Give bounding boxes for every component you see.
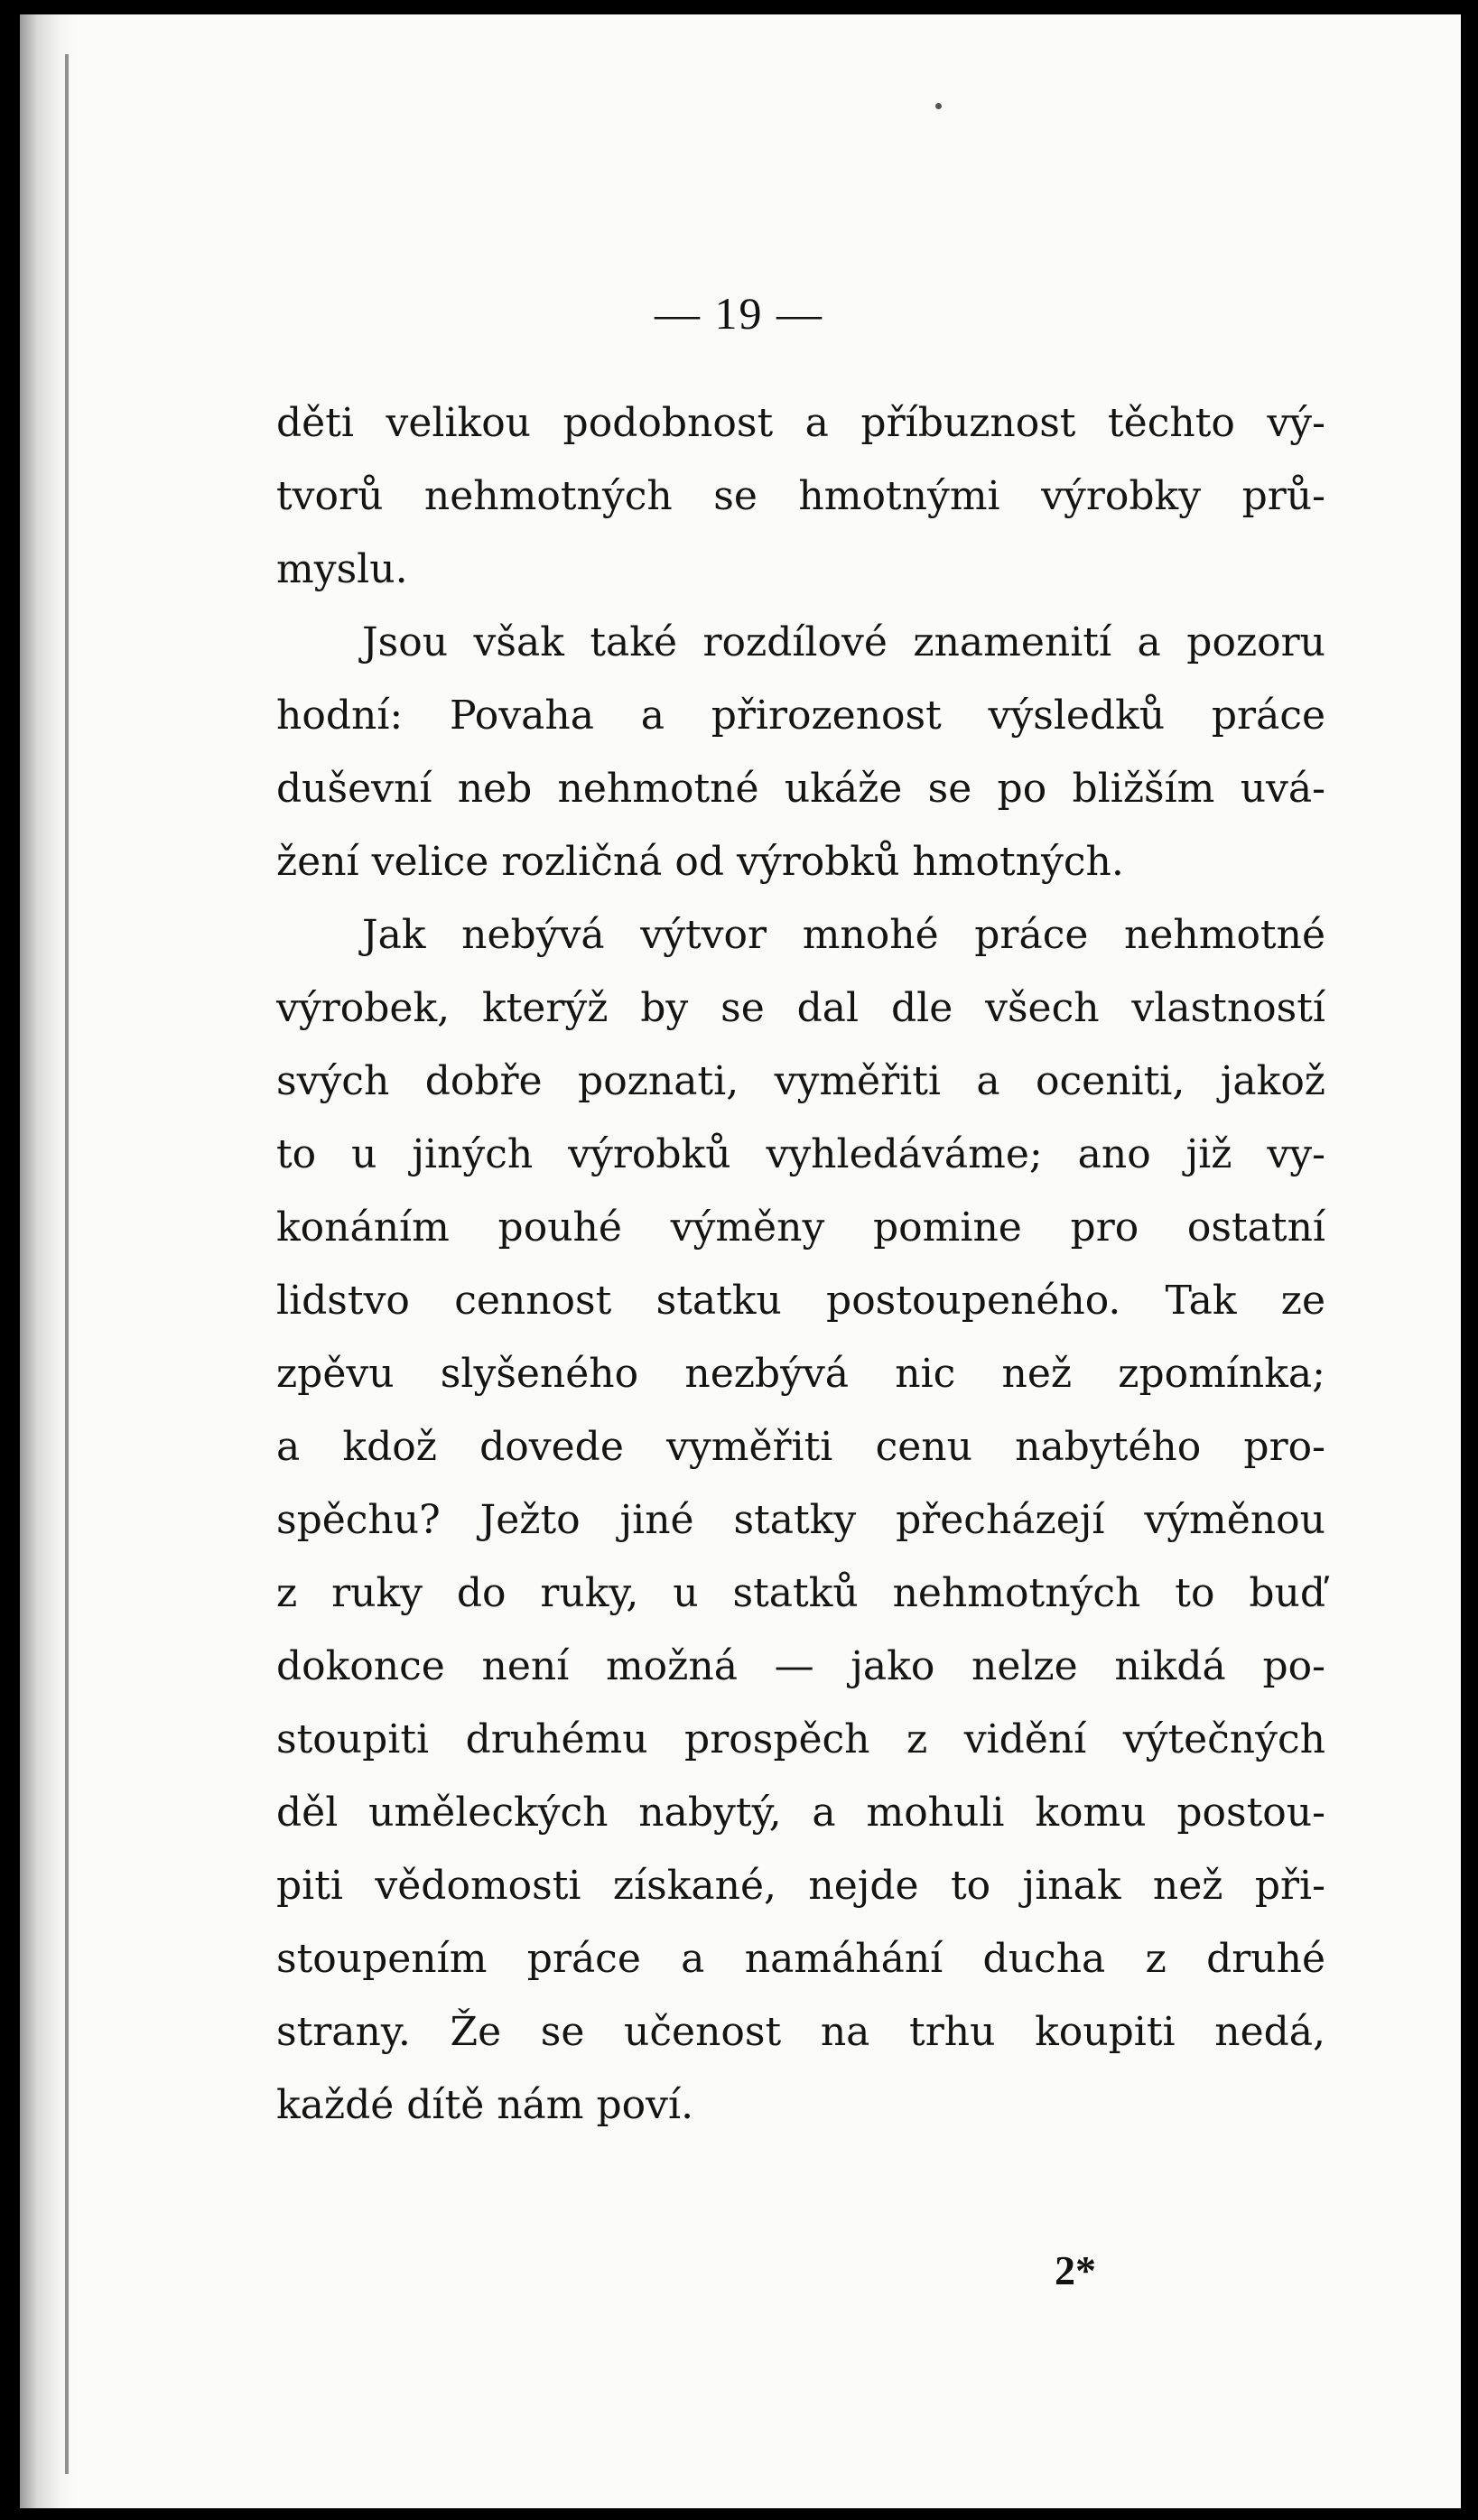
- text-line: hodní: Povaha a přirozenost výsledků práce: [276, 693, 1325, 739]
- text-line: Jsou však také rozdílové znamenití a pozoru: [362, 619, 1325, 665]
- text-line: duševní neb nehmotné ukáže se po bližším uvá-: [276, 766, 1325, 812]
- text-line: Jak nebývá výtvor mnohé práce nehmotné: [362, 912, 1325, 958]
- text-line: myslu.: [276, 546, 408, 592]
- paper-speck: [935, 103, 942, 109]
- text-line: stoupiti druhému prospěch z vidění výtečných: [276, 1716, 1325, 1762]
- text-line: strany. Že se učenost na trhu koupiti nedá,: [276, 2009, 1325, 2055]
- text-line: dokonce není možná — jako nelze nikdá po-: [276, 1643, 1325, 1689]
- text-line: to u jiných výrobků vyhledáváme; ano již vy-: [276, 1131, 1325, 1177]
- text-line: každé dítě nám poví.: [276, 2082, 694, 2128]
- text-line: piti vědomosti získané, nejde to jinak než při-: [276, 1863, 1325, 1909]
- text-line: a kdož dovede vyměřiti cenu nabytého pro-: [276, 1424, 1325, 1470]
- text-line: zpěvu slyšeného nezbývá nic než zpomínka;: [276, 1351, 1325, 1397]
- signature-mark: 2*: [1055, 2247, 1096, 2293]
- text-line: konáním pouhé výměny pomine pro ostatní: [276, 1204, 1325, 1251]
- text-line: svých dobře poznati, vyměřiti a oceniti, jakož: [276, 1058, 1325, 1104]
- text-line: z ruky do ruky, u statků nehmotných to buď: [276, 1570, 1325, 1616]
- page-number: — 19 —: [655, 288, 823, 339]
- body-text: [276, 386, 1325, 2142]
- text-line: tvorů nehmotných se hmotnými výrobky prů-: [276, 473, 1325, 519]
- text-line: výrobek, kterýž by se dal dle všech vlastností: [276, 985, 1325, 1031]
- text-line: děti velikou podobnost a příbuznost těchto vý-: [276, 400, 1325, 446]
- text-line: spěchu? Ježto jiné statky přecházejí výměnou: [276, 1497, 1325, 1543]
- text-line: děl uměleckých nabytý, a mohuli komu postou-: [276, 1790, 1325, 1836]
- text-line: žení velice rozličná od výrobků hmotných.: [276, 839, 1124, 885]
- binding-edge: [65, 54, 69, 2474]
- text-line: stoupením práce a namáhání ducha z druhé: [276, 1936, 1325, 1982]
- text-line: lidstvo cennost statku postoupeného. Tak ze: [276, 1278, 1325, 1324]
